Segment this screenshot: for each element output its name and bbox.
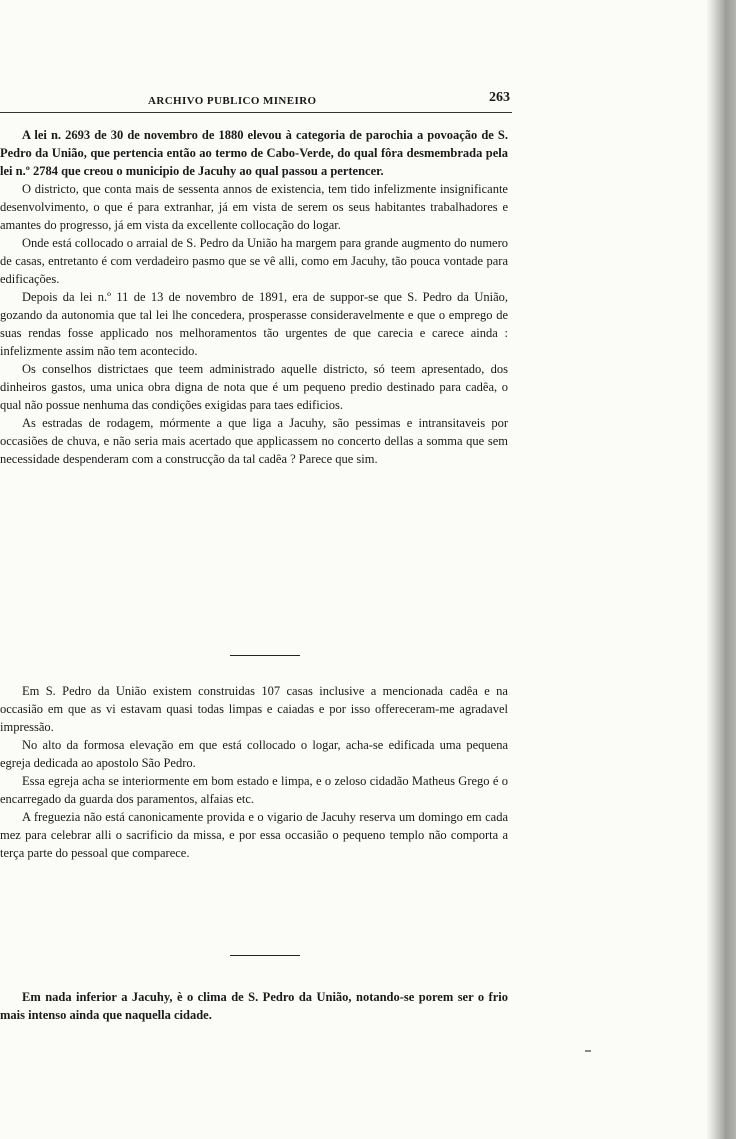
paragraph: O districto, que conta mais de sessenta annos de existencia, tem tido infelizmente insignificante desenvolvimento, o que é para extranhar, já em vista de serem os seus habitantes trabalhadores e amantes do progresso, já em vista da excellente collocação do logar. <box>0 182 508 232</box>
paragraph: Essa egreja acha se interiormente em bom estado e limpa, e o zeloso cidadão Matheus Grego é o encarregado da guarda dos paramentos, alfaias etc. <box>0 774 508 806</box>
paragraph: A freguezia não está canonicamente provida e o vigario de Jacuhy reserva um domingo em cada mez para celebrar alli o sacrificio da missa, e por essa occasião o pequeno templo não comporta a terça parte do pessoal que comparece. <box>0 810 508 860</box>
running-title: ARCHIVO PUBLICO MINEIRO <box>148 95 317 107</box>
paragraph: Depois da lei n.º 11 de 13 de novembro de 1891, era de suppor-se que S. Pedro da União, gozando da autonomia que tal lei lhe concedera, prosperasse consideravelmente e que o emprego de suas rendas fosse applicado nos melhoramentos tão urgentes de que carecia e carece ainda : infelizmente assim não tem acontecido. <box>0 290 508 358</box>
paragraph: Os conselhos districtaes que teem administrado aquelle districto, só teem apresentado, dos dinheiros gastos, uma unica obra digna de nota que é um pequeno predio destinado para cadêa, o qual não possue nenhuma das condições exigidas para taes edificios. <box>0 362 508 412</box>
paragraph: A lei n. 2693 de 30 de novembro de 1880 elevou à categoria de parochia a povoação de S. Pedro da União, que pertencia então ao termo de Cabo-Verde, do qual fôra desmembrada pela lei n.º 2784 que creou o municipio de Jacuhy ao qual passou a pertencer. <box>0 128 508 178</box>
paragraph: No alto da formosa elevação em que está collocado o logar, acha-se edificada uma pequena egreja dedicada ao apostolo São Pedro. <box>0 738 508 770</box>
scan-mark <box>585 1050 591 1052</box>
section-1 <box>0 126 508 468</box>
book-spine-shadow <box>706 0 736 1139</box>
section-divider <box>230 955 300 956</box>
paragraph: Em S. Pedro da União existem construidas 107 casas inclusive a mencionada cadêa e na occasião em que as vi estavam quasi todas limpas e caiadas e por isso offereceram-me agradavel impressão. <box>0 684 508 734</box>
section-2 <box>0 682 508 862</box>
paragraph: Em nada inferior a Jacuhy, è o clima de S. Pedro da União, notando-se porem ser o frio mais intenso ainda que naquella cidade. <box>0 990 508 1022</box>
page-number: 263 <box>489 90 510 105</box>
paragraph: As estradas de rodagem, mórmente a que liga a Jacuhy, são pessimas e intransitaveis por occasiões de chuva, e não seria mais acertado que applicassem no concerto dellas a somma que sem necessidade despenderam com a construcção da tal cadêa ? Parece que sim. <box>0 416 508 466</box>
page-header <box>0 90 512 113</box>
section-3 <box>0 988 508 1024</box>
section-divider <box>230 655 300 656</box>
paragraph: Onde está collocado o arraial de S. Pedro da União ha margem para grande augmento do numero de casas, entretanto é com verdadeiro pasmo que se vê alli, como em Jacuhy, tão pouca vontade para edificações. <box>0 236 508 286</box>
